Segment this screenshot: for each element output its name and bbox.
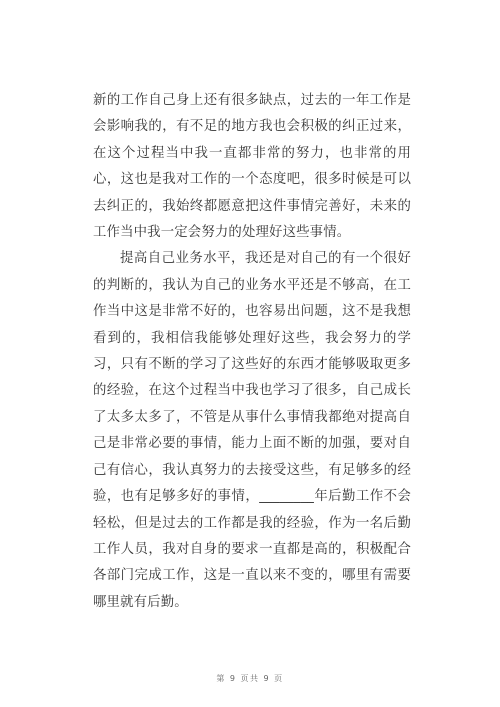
- page-footer: 第 9 页共 9 页: [216, 674, 284, 683]
- document-body: [93, 88, 411, 616]
- paragraph-business-skills: 提高自己业务水平，我还是对自己的有一个很好的判断的，我认为自己的业务水平还是不够高，在工作当中这是非常不好的，也容易出问题，这不是我想看到的，我相信我能够处理好这些，我会努力的学习，只有不断的学习了这些好的东西才能够吸取更多的经验，在这个过程当中我也学习了很多，自己成长了太多太多了，不管是从事什么事情我都绝对提高自己是非常必要的事情，能力上面不断的加强，要对自己有信心，我认真努力的去接受这些，有足够多的经验，也有足够多好的事情，________年后勤工作不会轻松，但是过去的工作都是我的经验，作为一名后勤工作人员，我对自身的要求一直都是高的，积极配合各部门完成工作，这是一直以来不变的，哪里有需要哪里就有后勤。: [93, 251, 411, 610]
- paragraph-continuation: 新的工作自己身上还有很多缺点，过去的一年工作是会影响我的，有不足的地方我也会积极的纠正过来，在这个过程当中我一直都非常的努力，也非常的用心，这也是我对工作的一个态度吧，很多时候是可以去纠正的，我始终都愿意把这件事情完善好，未来的工作当中我一定会努力的处理好这些事情。: [93, 93, 411, 241]
